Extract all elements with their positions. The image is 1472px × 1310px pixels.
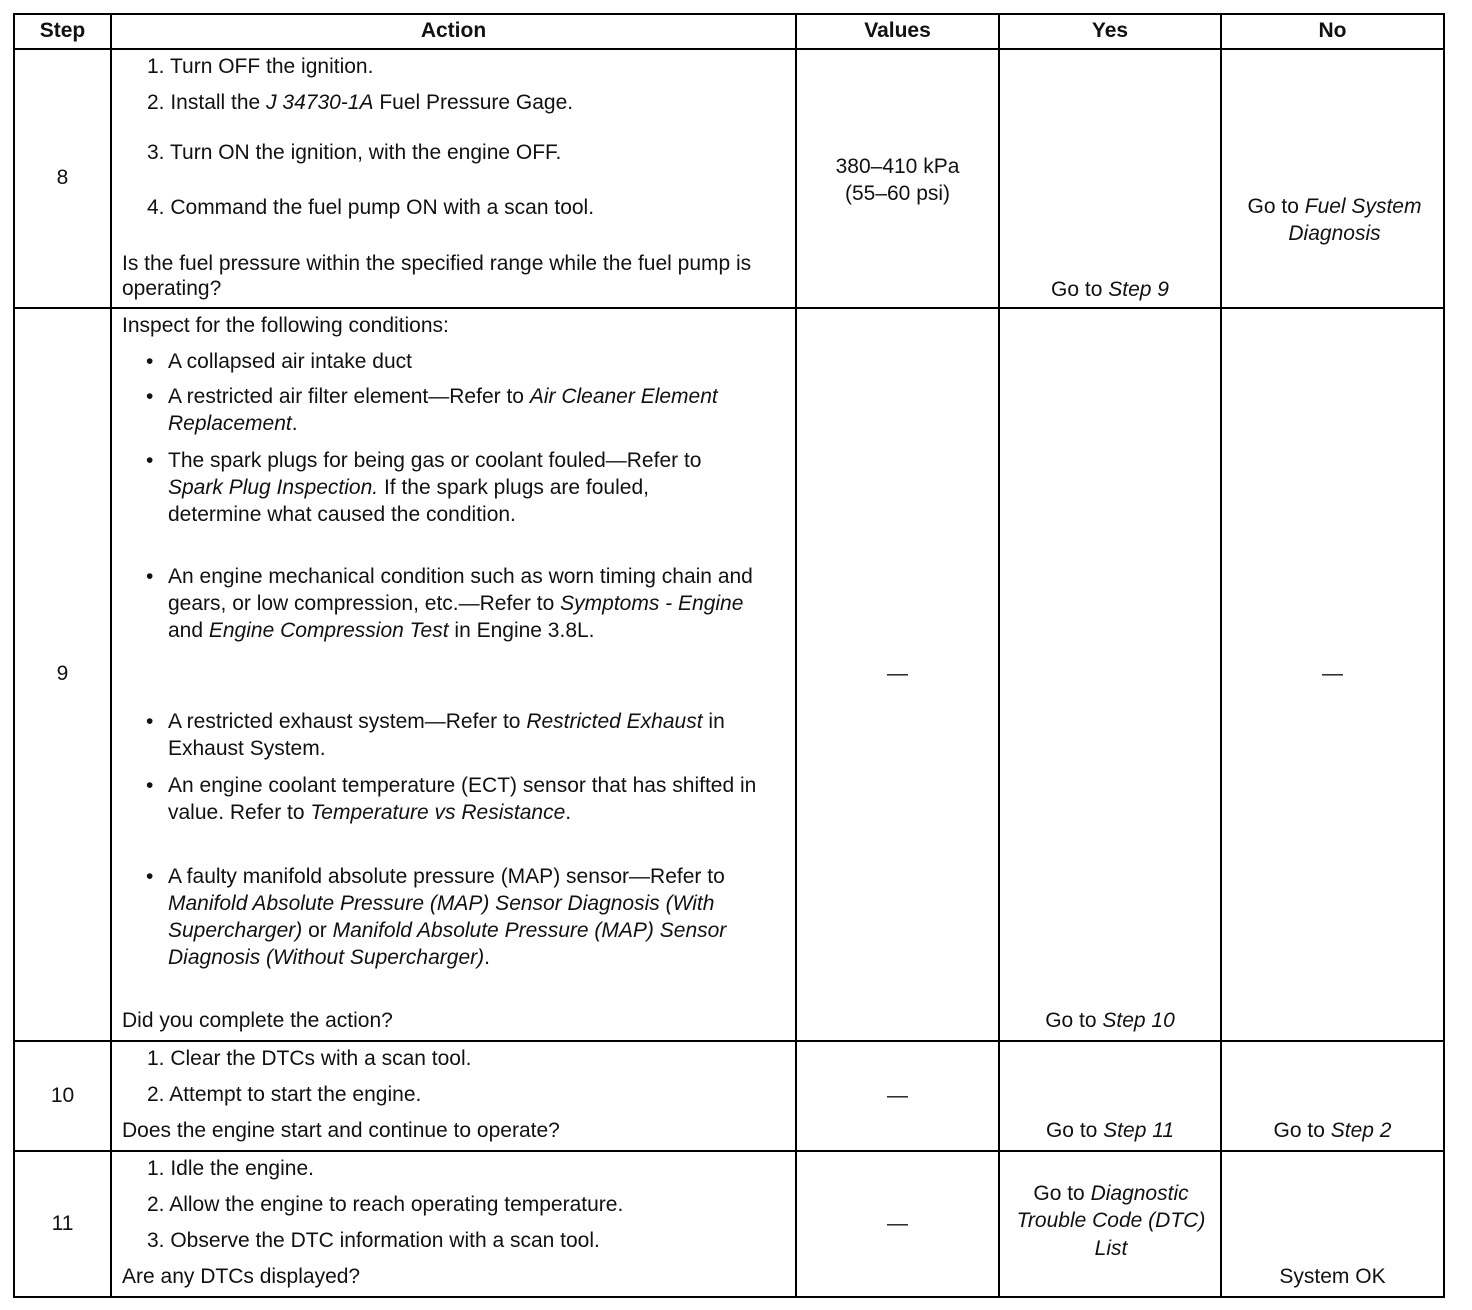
table-row-step-11 xyxy=(14,1151,1444,1297)
action-item: 3. Turn ON the ignition, with the engine OFF. xyxy=(147,141,562,164)
header-row xyxy=(14,14,1444,49)
bullet-icon: • xyxy=(146,710,154,733)
diagnostic-table xyxy=(13,13,1445,1298)
table-row-step-10 xyxy=(14,1041,1444,1151)
action-item: 1. Idle the engine. xyxy=(147,1157,314,1180)
section-reference: Air Cleaner Element Replacement xyxy=(168,385,718,435)
action-item: 1. Clear the DTCs with a scan tool. xyxy=(147,1047,472,1070)
text-segment: Fuel Pressure Gage. xyxy=(373,91,574,114)
text-segment: Go to xyxy=(1051,278,1109,301)
table-row-step-8 xyxy=(14,49,1444,308)
text-segment: in Exhaust System. xyxy=(168,710,725,760)
section-reference: Diagnostic Trouble Code (DTC) List xyxy=(1016,1182,1206,1260)
text-segment: An engine mechanical condition such as worn timing chain and gears, or low compression, etc.—Refer to xyxy=(168,565,753,615)
value-text: — xyxy=(887,662,908,686)
bullet-icon: • xyxy=(146,385,154,408)
step-reference: Step 9 xyxy=(1108,278,1169,301)
text-segment: . xyxy=(291,411,298,435)
text-segment: 2. Install the xyxy=(147,91,267,114)
step-reference: Step 11 xyxy=(1103,1119,1175,1142)
header-values: Values xyxy=(796,14,999,49)
text-segment: Go to xyxy=(1273,1119,1331,1142)
step-number: 8 xyxy=(14,49,111,308)
yes-link[interactable] xyxy=(1000,1008,1220,1035)
text-segment: Go to xyxy=(1247,195,1305,218)
text-segment: . xyxy=(484,945,490,969)
bullet-icon: • xyxy=(146,774,154,797)
table-row-step-9 xyxy=(14,308,1444,1041)
value-text: — xyxy=(887,1211,908,1235)
action-question: Are any DTCs displayed? xyxy=(122,1265,361,1288)
action-item: 2. Attempt to start the engine. xyxy=(147,1083,422,1106)
action-cell xyxy=(111,308,796,1041)
text-segment: A restricted air filter element—Refer to xyxy=(168,385,530,408)
no-text: — xyxy=(1322,662,1343,686)
bullet-item xyxy=(168,773,778,827)
section-reference: Manifold Absolute Pressure (MAP) Sensor Diagnosis (Without Supercharger) xyxy=(168,918,727,969)
bullet-icon: • xyxy=(146,565,154,588)
text-segment: Go to xyxy=(1033,1182,1091,1205)
section-reference: Fuel System Diagnosis xyxy=(1288,195,1422,246)
action-cell xyxy=(111,1041,796,1151)
header-yes: Yes xyxy=(999,14,1221,49)
text-segment: The spark plugs for being gas or coolant fouled—Refer to xyxy=(168,449,702,472)
action-cell xyxy=(111,49,796,308)
bullet-item xyxy=(168,448,733,529)
action-cell xyxy=(111,1151,796,1297)
section-reference: Temperature vs Resistance xyxy=(310,800,566,824)
section-reference: Restricted Exhaust xyxy=(526,710,703,733)
bullet-icon: • xyxy=(146,449,154,472)
step-number: 9 xyxy=(14,308,111,1041)
text-segment: Go to xyxy=(1045,1119,1104,1142)
values-cell xyxy=(796,49,999,308)
action-question: Does the engine start and continue to operate? xyxy=(122,1119,560,1142)
text-segment: If the spark plugs are fouled, determine what caused the condition. xyxy=(168,475,649,526)
action-item: 2. Allow the engine to reach operating temperature. xyxy=(147,1193,624,1216)
yes-cell xyxy=(999,1151,1221,1297)
header-step: Step xyxy=(14,14,111,49)
yes-link[interactable] xyxy=(1012,1180,1210,1262)
yes-cell xyxy=(999,49,1221,308)
text-segment: in Engine 3.8L. xyxy=(448,618,595,642)
tool-reference: J 34730-1A xyxy=(266,91,374,114)
action-item: 3. Observe the DTC information with a scan tool. xyxy=(147,1229,600,1252)
no-link[interactable] xyxy=(1222,1118,1443,1145)
bullet-icon: • xyxy=(146,865,154,888)
yes-cell xyxy=(999,308,1221,1041)
step-reference: Step 2 xyxy=(1330,1119,1392,1142)
no-text: System OK xyxy=(1279,1265,1386,1288)
step-number: 11 xyxy=(14,1151,111,1297)
value-line: (55–60 psi) xyxy=(844,182,951,206)
bullet-item xyxy=(168,709,748,763)
text-segment: A faulty manifold absolute pressure (MAP) sensor—Refer to xyxy=(168,865,725,888)
value-line: 380–410 kPa xyxy=(835,155,960,178)
text-segment: or xyxy=(302,918,333,942)
action-intro: Inspect for the following conditions: xyxy=(122,314,449,337)
no-cell xyxy=(1221,1041,1444,1151)
bullet-icon: • xyxy=(146,350,154,373)
section-reference: Spark Plug Inspection. xyxy=(168,475,379,499)
step-reference: Step 10 xyxy=(1102,1009,1175,1032)
action-question: Is the fuel pressure within the specified range while the fuel pump is operating? xyxy=(122,252,752,300)
document-page xyxy=(13,13,1443,1298)
text-segment: An engine coolant temperature (ECT) sensor that has shifted in value. Refer to xyxy=(168,774,757,824)
text-segment: . xyxy=(565,800,572,824)
step-number: 10 xyxy=(14,1041,111,1151)
section-reference: Manifold Absolute Pressure (MAP) Sensor Diagnosis (With Supercharger) xyxy=(168,891,715,942)
bullet-item xyxy=(168,864,773,972)
text-segment: Go to xyxy=(1045,1009,1103,1032)
values-cell xyxy=(796,308,999,1041)
action-item xyxy=(147,90,573,117)
no-cell xyxy=(1221,308,1444,1041)
values-cell xyxy=(796,1151,999,1297)
bullet-item xyxy=(168,384,738,438)
action-item: 4. Command the fuel pump ON with a scan tool. xyxy=(147,196,595,219)
bullet-item xyxy=(168,564,768,645)
header-action: Action xyxy=(111,14,796,49)
text-segment: A restricted exhaust system—Refer to xyxy=(168,710,527,733)
no-link[interactable] xyxy=(1247,193,1422,248)
action-item: 1. Turn OFF the ignition. xyxy=(147,55,374,78)
no-cell xyxy=(1221,1151,1444,1297)
action-question: Did you complete the action? xyxy=(122,1009,393,1032)
text-segment: and xyxy=(168,618,209,642)
bullet-item: A collapsed air intake duct xyxy=(168,350,412,373)
values-cell xyxy=(796,1041,999,1151)
section-reference: Symptoms - Engine xyxy=(560,591,744,615)
value-text xyxy=(797,153,998,208)
yes-cell xyxy=(999,1041,1221,1151)
header-no: No xyxy=(1221,14,1444,49)
section-reference: Engine Compression Test xyxy=(208,618,449,642)
value-text: — xyxy=(887,1083,908,1107)
yes-link[interactable] xyxy=(1000,277,1220,304)
yes-link[interactable] xyxy=(1000,1118,1220,1145)
no-cell xyxy=(1221,49,1444,308)
